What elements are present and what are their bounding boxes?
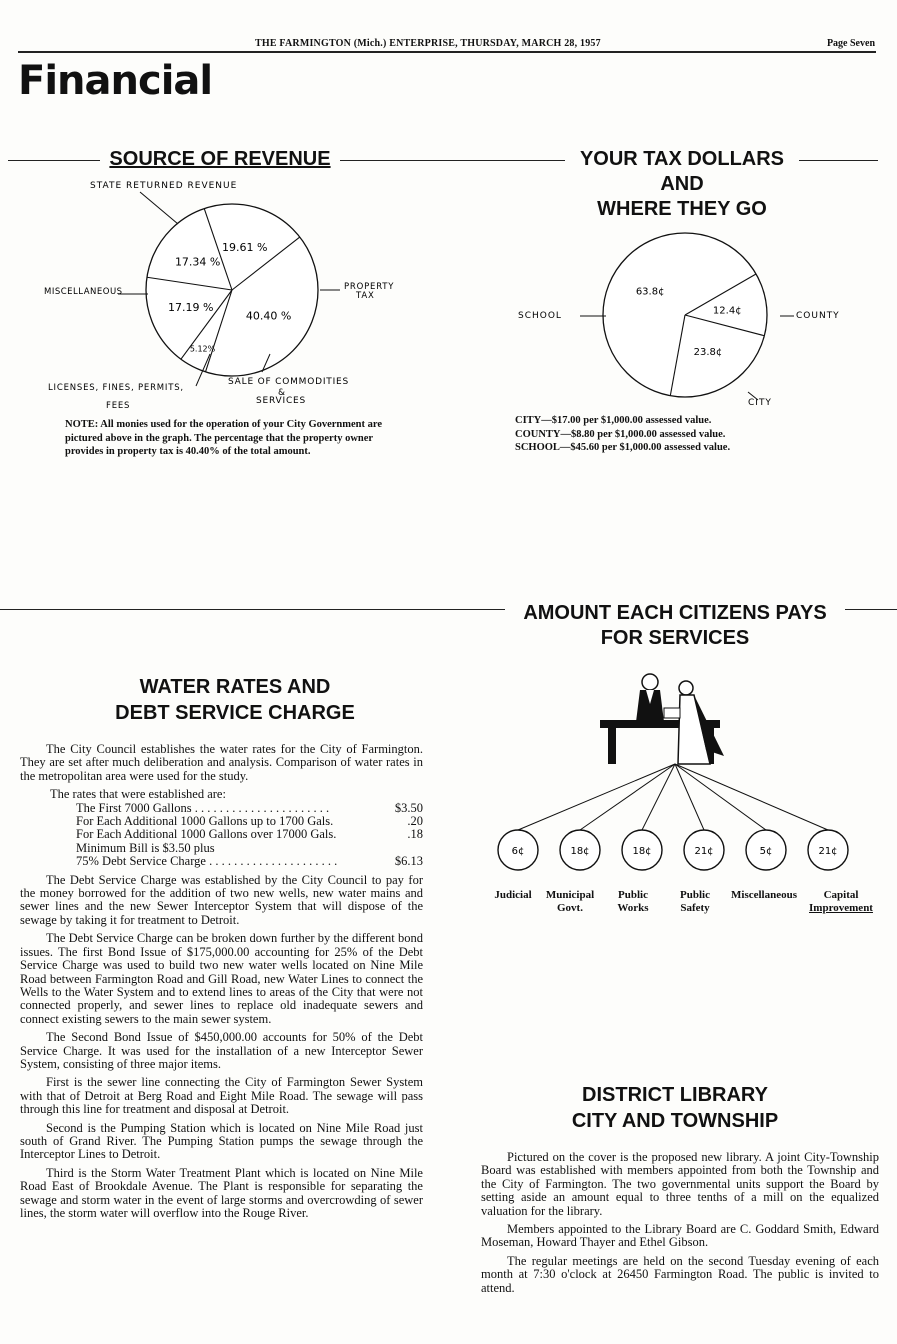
tree-node-label-4: 5¢: [759, 846, 773, 857]
category-label-capital: Capital Improvement: [809, 889, 873, 914]
tree-node-label-1: 18¢: [570, 846, 590, 857]
water-paragraph-1: The City Council establishes the water rates for the City of Farmington. They are set after much deliberation and analysis. Comparison of water rates in the metropolitan area were used for the study.: [20, 742, 423, 783]
label-services: SERVICES: [256, 396, 307, 406]
water-heading-1: WATER RATES AND: [139, 676, 331, 698]
revenue-note: NOTE: All monies used for the operation of your City Government are pictured above in the graph. The percentage that the property owner provides in property tax is 40.40% of the total amount.: [65, 419, 383, 457]
rates-intro: The rates that were established are:: [50, 787, 226, 802]
water-paragraph-4: The Second Bond Issue of $450,000.00 accounts for 50% of the Debt Service Charge. It was used for the installation of a new Interceptor Sewer System, consisting of three major items.: [20, 1030, 423, 1071]
tax-lines: [515, 414, 855, 455]
category-label-public-works: Public Works: [617, 889, 649, 914]
leader-state: [140, 192, 178, 224]
revenue-pie-slice-label-3: 17.34 %: [174, 255, 221, 269]
category-label-public-safety: Public Safety: [680, 889, 710, 914]
label-school: SCHOOL: [518, 311, 562, 321]
label-state-returned: STATE RETURNED REVENUE: [90, 181, 238, 191]
tax-heading-3: WHERE THEY GO: [597, 198, 767, 220]
label-sales-amp: &: [278, 388, 286, 398]
citizens-heading-1: AMOUNT EACH CITIZENS PAYS: [505, 601, 845, 626]
rate-row: For Each Additional 1000 Gallons over 17000 Gals. .18: [76, 827, 423, 842]
page-number: Page Seven: [826, 38, 875, 49]
water-paragraph-6: Second is the Pumping Station which is located on Nine Mile Road just south of Grand River. The Pumping Station pumps the sewage through the Interceptor Lines to Detroit.: [20, 1120, 423, 1162]
label-property: PROPERTY: [344, 282, 395, 292]
water-paragraph-2: The Debt Service Charge was established by the City Council to pay for the money borrowed for the addition of two new wells, new water mains and sewer lines and the new Sewer Interceptor System that will dispose of the sewage by taking it for treatment to Detroit.: [20, 872, 423, 927]
water-article: [20, 743, 423, 1225]
library-paragraph-2: Members appointed to the Library Board are C. Goddard Smith, Edward Moseman, Howard Thayer and Ethel Gibson.: [481, 1222, 879, 1250]
page-title: Financial: [18, 58, 213, 104]
rate-row: The First 7000 Gallons . . . . . . . . . . . . . . . . . . . . . . $3.50: [76, 800, 423, 815]
label-fees: FEES: [106, 401, 131, 411]
masthead-rule: [18, 51, 876, 53]
category-label-miscellaneous: Miscellaneous: [731, 889, 797, 901]
library-heading-2: CITY AND TOWNSHIP: [571, 1110, 779, 1132]
rates-table: [20, 788, 423, 868]
water-heading-2: DEBT SERVICE CHARGE: [115, 702, 355, 724]
tree-branch-0: [518, 764, 675, 830]
rate-row: Minimum Bill is $3.50 plus: [76, 840, 215, 855]
tree-branch-2: [642, 764, 675, 830]
tree-branch-1: [580, 764, 675, 830]
water-paragraph-3: The Debt Service Charge can be broken down further by the different bond issues. The first Bond Issue of $175,000.00 accounting for 25% of the Debt Service Charge was used to build two new water wells located on Nine Mile Road between Farmington Road and Gill Road, new Water Lines to connect the Wells to the Water System and to extend lines to areas of the City that were not connected properly, and sewer lines to replace old inadequate sewers and connect existing sewers to the main sewer system.: [20, 931, 423, 1026]
revenue-pie-slice-label-0: 40.40 %: [245, 309, 292, 323]
tax-heading-1: YOUR TAX DOLLARS: [565, 147, 799, 172]
masthead: THE FARMINGTON (Mich.) ENTERPRISE, THURSDAY, MARCH 28, 1957: [255, 38, 601, 49]
citizens-heading-2: FOR SERVICES: [600, 627, 750, 649]
tax-pie-slice-label-1: 23.8¢: [693, 346, 723, 358]
tax-pie-slice-label-0: 12.4¢: [712, 305, 742, 317]
tree-node-label-2: 18¢: [632, 846, 652, 857]
revenue-pie-slice-label-1: 5.12%: [189, 344, 216, 354]
water-paragraph-7: Third is the Storm Water Treatment Plant which is located on Nine Mile Road East of Brookdale Avenue. The Plant is responsible for separating the sewage and storm water in the event of large storms and overcrowding of sewer lines, the storm water will overflow into the Rouge River.: [20, 1165, 423, 1220]
category-label-municipal: Municipal Govt.: [545, 889, 595, 914]
citizens-tree-chart: [480, 660, 890, 920]
rate-row: 75% Debt Service Charge . . . . . . . . . . . . . . . . . . . . . $6.13: [76, 854, 423, 869]
tax-pie-slice-label-2: 63.8¢: [635, 286, 665, 298]
tax-heading-2: AND: [660, 173, 704, 195]
tax-line-school: SCHOOL—$45.60 per $1,000.00 assessed value.: [515, 442, 731, 453]
revenue-pie-slice-label-2: 17.19 %: [167, 301, 214, 315]
citizens-category-labels: [480, 889, 890, 919]
label-miscellaneous: MISCELLANEOUS: [44, 287, 123, 297]
tree-node-label-3: 21¢: [694, 846, 714, 857]
library-article: [481, 1151, 879, 1300]
tax-pie-chart: [500, 230, 870, 410]
revenue-pie-chart: [30, 176, 430, 416]
label-county: COUNTY: [796, 311, 840, 321]
tax-line-city: CITY—$17.00 per $1,000.00 assessed value.: [515, 415, 712, 426]
label-licenses: LICENSES, FINES, PERMITS,: [48, 383, 184, 393]
counter-illustration: [600, 674, 724, 764]
water-paragraph-5: First is the sewer line connecting the City of Farmington Sewer System with that of Detroit at Berg Road and Eight Mile Road. The sewage will pass through this line for treatment and disposal at Detroit.: [20, 1075, 423, 1117]
label-sales: SALE OF COMMODITIES: [228, 377, 350, 387]
label-city: CITY: [748, 398, 772, 408]
tax-line-county: COUNTY—$8.80 per $1,000.00 assessed value.: [515, 428, 726, 440]
revenue-heading: SOURCE OF REVENUE: [100, 147, 340, 172]
library-heading-1: DISTRICT LIBRARY: [582, 1084, 768, 1106]
library-paragraph-1: Pictured on the cover is the proposed new library. A joint City-Township Board was established with members appointed from both the Township and the City of Farmington. The two governmental units support the Board by setting aside an amount equal to three tenths of a mill on the equalized valuation for the library.: [481, 1150, 879, 1218]
label-property-tax: TAX: [356, 291, 375, 301]
tree-node-label-5: 21¢: [818, 846, 838, 857]
category-label-judicial: Judicial: [494, 889, 532, 901]
tree-node-label-0: 6¢: [511, 846, 525, 857]
rate-row: For Each Additional 1000 Gallons up to 1700 Gals. .20: [76, 814, 423, 829]
library-paragraph-3: The regular meetings are held on the second Tuesday evening of each month at 7:30 o'clock at 26450 Farmington Road. The public is invited to attend.: [481, 1253, 879, 1295]
revenue-pie-slice-label-4: 19.61 %: [222, 241, 268, 255]
